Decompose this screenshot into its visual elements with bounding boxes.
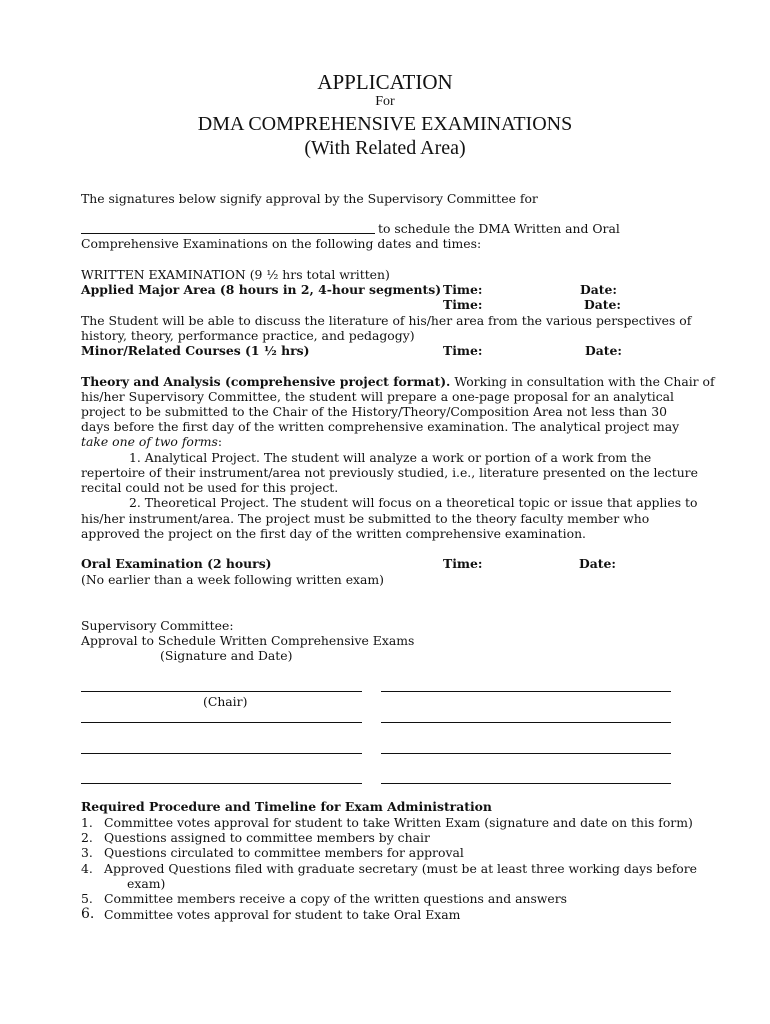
time-label: Time: [443, 556, 483, 571]
form-subtitle: DMA COMPREHENSIVE EXAMINATIONS [197, 113, 573, 135]
intro-line: to schedule the DMA Written and Oral [378, 221, 620, 236]
signature-line[interactable] [381, 753, 671, 754]
date-label: Date: [579, 556, 616, 571]
signature-line[interactable] [381, 722, 671, 723]
theory-heading: Theory and Analysis (comprehensive project format). [81, 374, 451, 389]
theoretical-project-item: 2. Theoretical Project. The student will focus on a theoretical topic or issue that applies to [129, 495, 698, 510]
procedure-item-number: 6. [81, 906, 95, 922]
signature-line[interactable] [81, 783, 362, 784]
procedure-item: Committee votes approval for student to take Written Exam (signature and date on this form) [104, 815, 693, 830]
intro-line: The signatures below signify approval by the Supervisory Committee for [81, 191, 538, 206]
theory-line [81, 434, 222, 449]
theoretical-project-item: his/her instrument/area. The project must be submitted to the theory faculty member who [81, 511, 650, 526]
committee-label: Supervisory Committee: [81, 618, 234, 633]
analytical-project-item: 1. Analytical Project. The student will analyze a work or portion of a work from the [129, 450, 652, 465]
procedure-item-number: 5. [81, 891, 93, 906]
oral-exam-note: (No earlier than a week following written exam) [81, 572, 384, 587]
oral-exam-heading: Oral Examination (2 hours) [81, 556, 272, 571]
signature-date-caption: (Signature and Date) [160, 648, 293, 663]
committee-approval: Approval to Schedule Written Comprehensive Exams [81, 633, 415, 648]
procedure-item-number: 1. [81, 815, 93, 830]
student-name-field[interactable] [81, 233, 375, 234]
theory-line: days before the first day of the written comprehensive examination. The analytical project may [81, 419, 680, 434]
written-exam-heading: WRITTEN EXAMINATION (9 ½ hrs total written) [81, 267, 390, 282]
chair-caption: (Chair) [203, 694, 248, 709]
procedure-item: Questions assigned to committee members by chair [104, 830, 430, 845]
procedure-heading: Required Procedure and Timeline for Exam Administration [81, 799, 492, 814]
theory-colon: : [217, 434, 223, 449]
time-label: Time: [443, 343, 483, 358]
procedure-item: Questions circulated to committee members for approval [104, 845, 464, 860]
procedure-item: Approved Questions filed with graduate secretary (must be at least three working days before [104, 861, 697, 876]
date-label: Date: [585, 343, 622, 358]
theory-forms-text: take one of two forms [81, 434, 218, 449]
theory-line: project to be submitted to the Chair of the History/Theory/Composition Area not less than 30 [81, 404, 667, 419]
time-label: Time: [443, 297, 483, 312]
analytical-project-item: recital could not be used for this project. [81, 480, 339, 495]
analytical-project-item: repertoire of their instrument/area not previously studied, i.e., literature presented on the lecture [81, 465, 698, 480]
theory-line: his/her Supervisory Committee, the student will prepare a one-page proposal for an analytical [81, 389, 675, 404]
date-label: Date: [584, 297, 621, 312]
major-description: history, theory, performance practice, and pedagogy) [81, 328, 415, 343]
time-label: Time: [443, 282, 483, 297]
minor-related-courses: Minor/Related Courses (1 ½ hrs) [81, 343, 310, 358]
theoretical-project-item: approved the project on the first day of the written comprehensive examination. [81, 526, 586, 541]
applied-major-area: Applied Major Area (8 hours in 2, 4-hour segments) [81, 282, 442, 297]
intro-line: Comprehensive Examinations on the following dates and times: [81, 236, 482, 251]
form-subtitle-related-area: (With Related Area) [304, 137, 466, 159]
procedure-item-number: 4. [81, 861, 93, 876]
procedure-item-number: 3. [81, 845, 93, 860]
signature-line-chair[interactable] [81, 691, 362, 692]
date-label: Date: [580, 282, 617, 297]
form-title-for: For [375, 94, 395, 109]
procedure-item-number: 2. [81, 830, 93, 845]
signature-line[interactable] [81, 753, 362, 754]
theory-text: Working in consultation with the Chair of [454, 374, 715, 389]
signature-line[interactable] [81, 722, 362, 723]
form-title: APPLICATION [317, 70, 453, 94]
procedure-item: Committee members receive a copy of the written questions and answers [104, 891, 568, 906]
major-description: The Student will be able to discuss the literature of his/her area from the various perspectives of [81, 313, 692, 328]
theory-line [81, 374, 715, 389]
signature-line[interactable] [381, 691, 671, 692]
signature-line[interactable] [381, 783, 671, 784]
procedure-item: Committee votes approval for student to take Oral Exam [104, 907, 461, 922]
procedure-item-continuation: exam) [127, 876, 166, 891]
